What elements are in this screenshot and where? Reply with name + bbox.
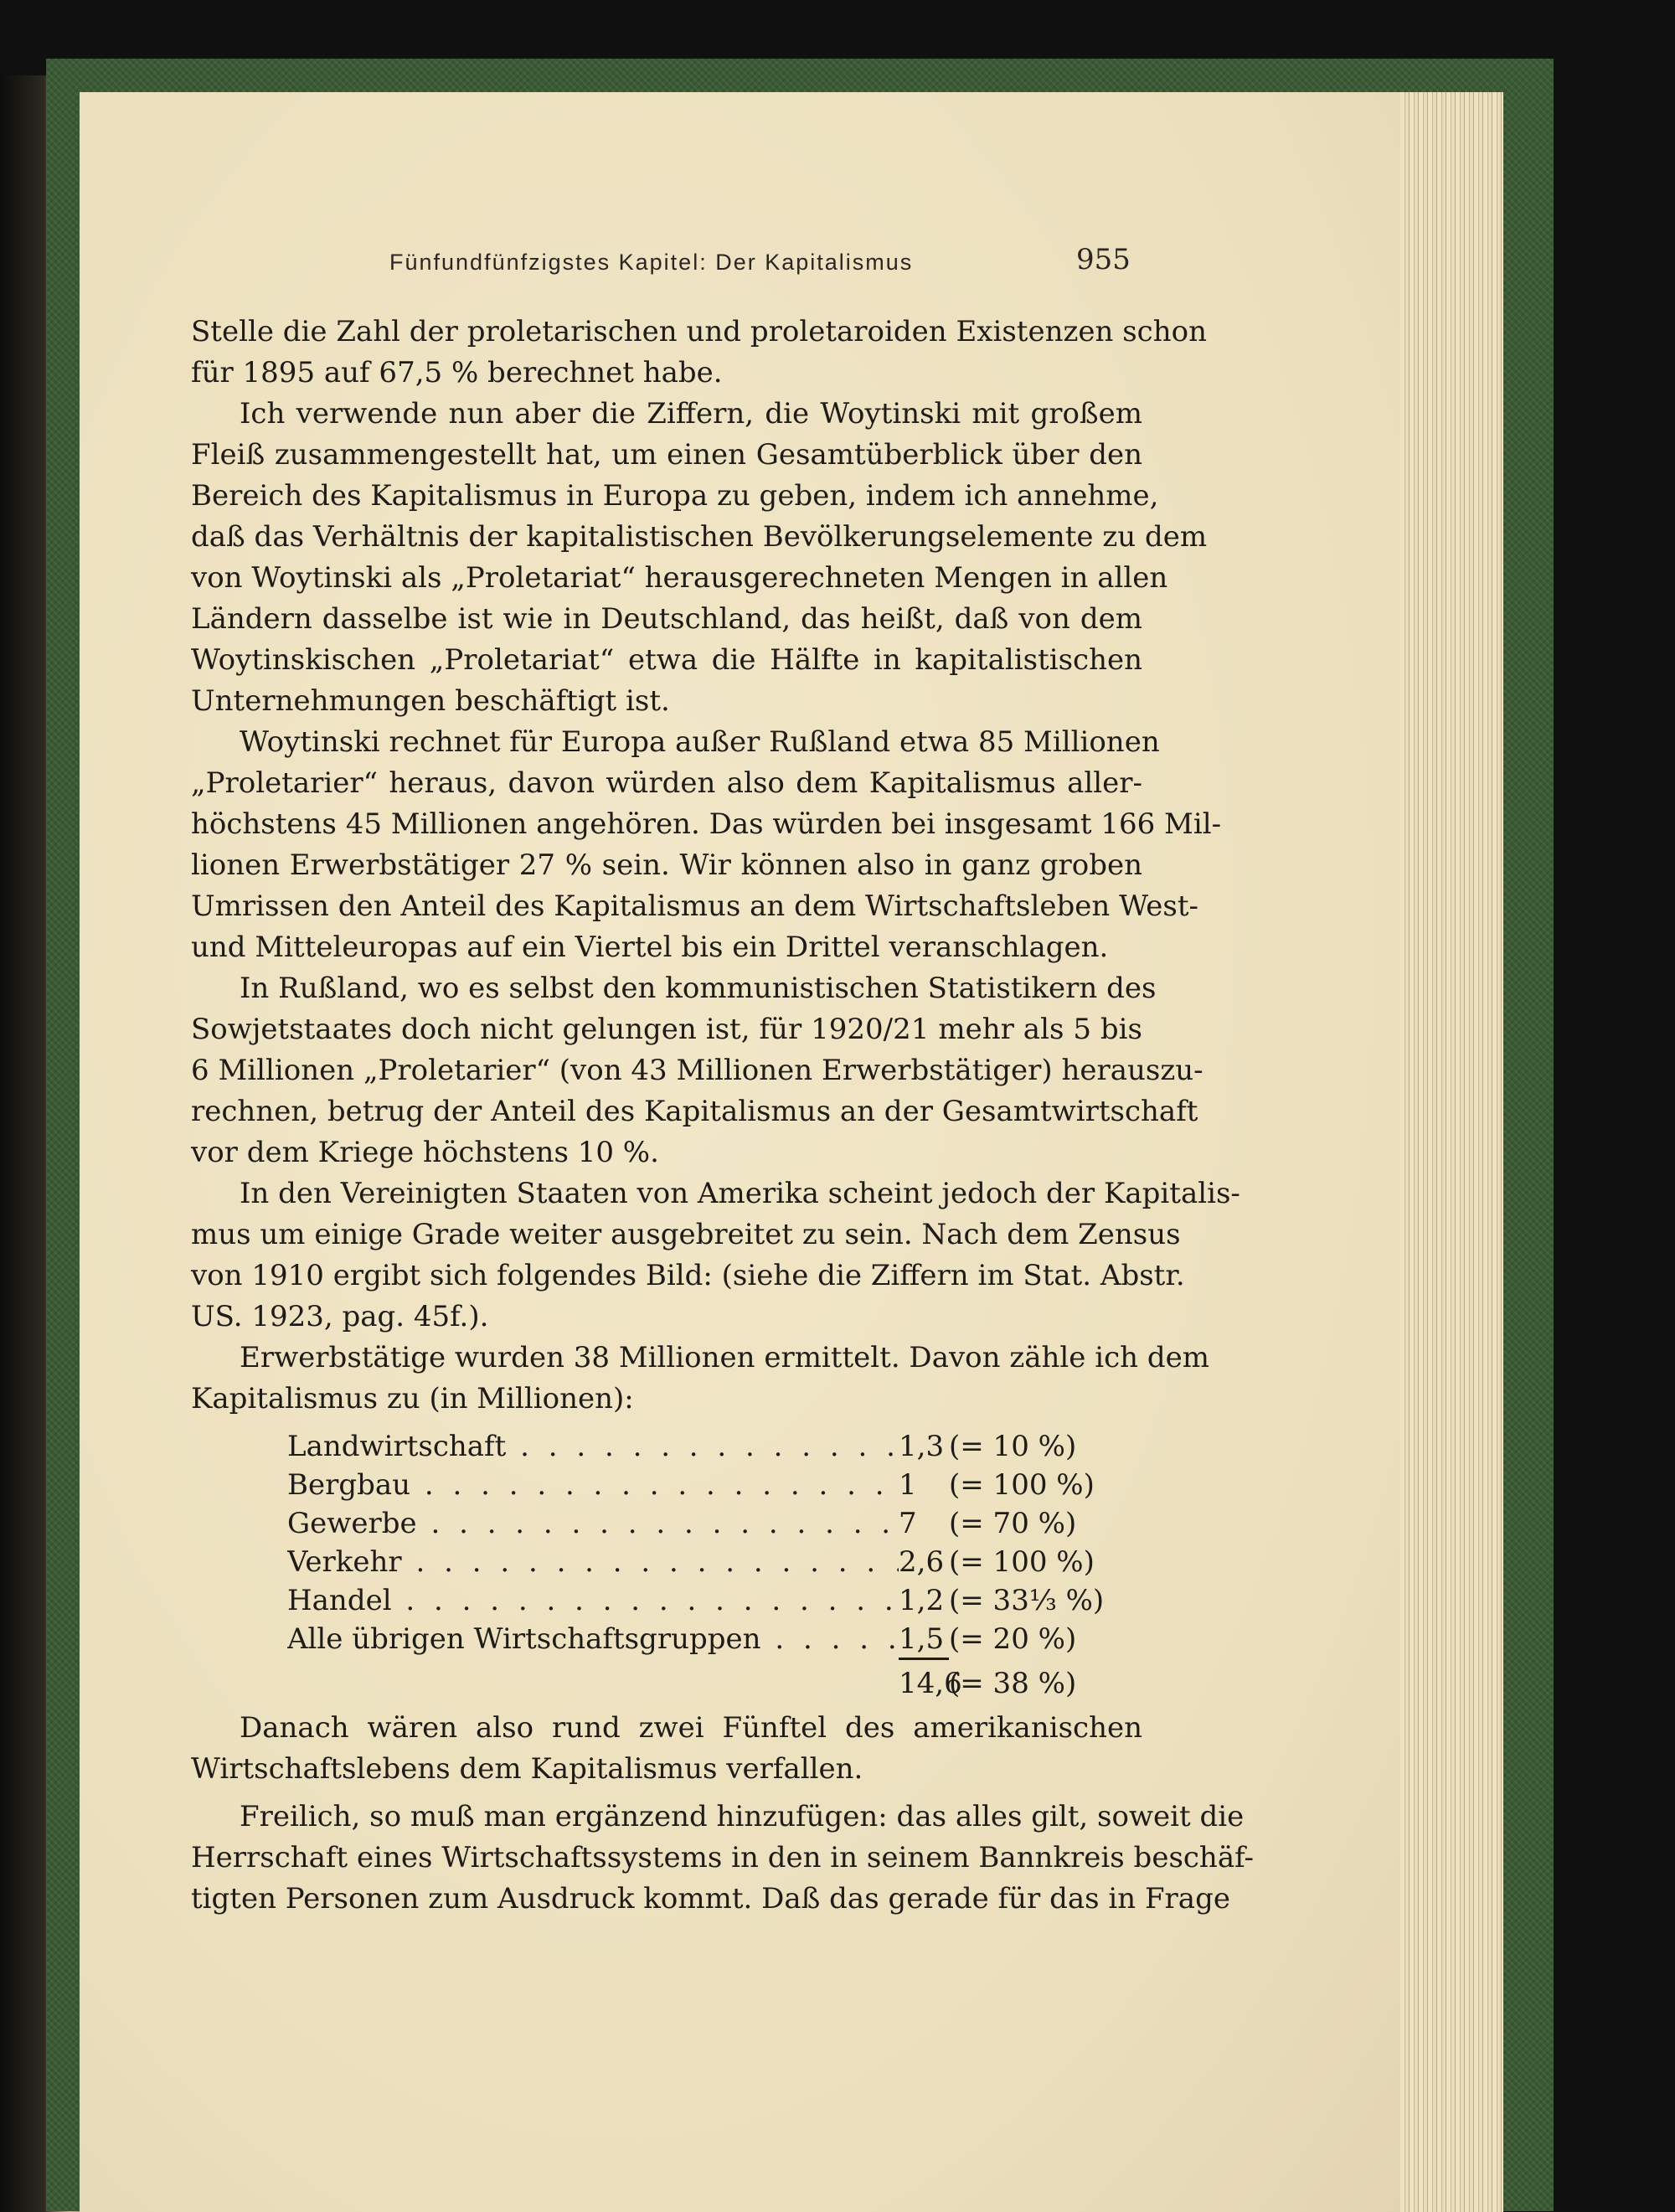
text-line: von 1910 ergibt sich folgendes Bild: (siehe die Ziffern im Stat. Abstr. (191, 1259, 1185, 1292)
table-total-row (287, 1658, 1142, 1701)
table-row (287, 1619, 1158, 1658)
page-number: 955 (1076, 243, 1131, 276)
text-line: In Rußland, wo es selbst den kommunistischen Statistikern des (240, 972, 1157, 1005)
text-line: für 1895 auf 67,5 % berechnet habe. (191, 356, 723, 389)
running-header: Fünfundfünfzigstes Kapitel: Der Kapitalismus (389, 250, 914, 275)
text-line: Umrissen den Anteil des Kapitalismus an dem Wirtschaftsleben West- (191, 889, 1198, 923)
text-line: von Woytinski als „Proletariat“ herausgerechneten Mengen in allen (191, 561, 1168, 595)
page-edges (1400, 92, 1503, 2212)
table-row (287, 1465, 1158, 1503)
total-value: 14,6 (899, 1658, 949, 1704)
text-line: mus um einige Grade weiter ausgebreitet zu sein. Nach dem Zensus (191, 1218, 1181, 1251)
text-line: daß das Verhältnis der kapitalistischen Bevölkerungselemente zu dem (191, 520, 1208, 554)
text-line: In den Vereinigten Staaten von Amerika scheint jedoch der Kapitalis- (240, 1177, 1240, 1210)
table-row (287, 1580, 1158, 1619)
total-share: (= 38 %) (949, 1667, 1077, 1700)
body-text (191, 312, 1254, 1920)
row-label: Gewerbe . . . (287, 1503, 899, 1544)
text-line: tigten Personen zum Ausdruck kommt. Daß das gerade für das in Frage (191, 1882, 1230, 1916)
text-line: Kapitalismus zu (in Millionen): (191, 1382, 634, 1415)
row-share: (= 20 %) (949, 1622, 1077, 1656)
row-value: 2,6 (899, 1545, 945, 1579)
text-line: und Mitteleuropas auf ein Viertel bis ein Drittel veranschlagen. (191, 931, 1109, 964)
text-line: Unternehmungen beschäftigt ist. (191, 684, 670, 718)
text-line: Freilich, so muß man ergänzend hinzufügen: das alles gilt, soweit die (240, 1800, 1245, 1833)
text-line: Woytinski rechnet für Europa außer Rußland etwa 85 Millionen (240, 725, 1160, 759)
table-row (287, 1426, 1158, 1465)
row-share: (= 100 %) (949, 1468, 1095, 1502)
text-line: rechnen, betrug der Anteil des Kapitalismus an der Gesamtwirtschaft (191, 1095, 1198, 1128)
text-line: Danach wären also rund zwei Fünftel des amerikanischen (240, 1711, 1142, 1745)
row-value: 7 (899, 1507, 917, 1540)
text-line: Stelle die Zahl der proletarischen und proletaroiden Existenzen schon (191, 315, 1207, 348)
row-value: 1,3 (899, 1430, 945, 1463)
row-value: 1,5 (899, 1622, 945, 1656)
text-line: lionen Erwerbstätiger 27 % sein. Wir können also in ganz groben (191, 848, 1142, 882)
table-row (287, 1503, 1158, 1542)
row-label: Handel . . . (287, 1580, 899, 1622)
table-row (287, 1542, 1158, 1580)
text-line: „Proletarier“ heraus, davon würden also dem Kapitalismus aller- (191, 766, 1142, 800)
text-line: Erwerbstätige wurden 38 Millionen ermittelt. Davon zähle ich dem (240, 1341, 1209, 1374)
text-line: 6 Millionen „Proletarier“ (von 43 Millionen Erwerbstätiger) herauszu- (191, 1054, 1203, 1087)
row-label: Bergbau . . . (287, 1465, 899, 1506)
text-line: Fleiß zusammengestellt hat, um einen Gesamtüberblick über den (191, 438, 1142, 472)
employment-table (287, 1426, 1158, 1658)
text-line: Wirtschaftslebens dem Kapitalismus verfallen. (191, 1752, 863, 1786)
row-share: (= 70 %) (949, 1507, 1077, 1540)
row-label: Landwirtschaft . . . (287, 1426, 899, 1467)
text-line: höchstens 45 Millionen angehören. Das würden bei insgesamt 166 Mil- (191, 807, 1222, 841)
text-line: Sowjetstaates doch nicht gelungen ist, für 1920/21 mehr als 5 bis (191, 1013, 1142, 1046)
text-line: Ich verwende nun aber die Ziffern, die Woytinski mit großem (240, 397, 1142, 431)
row-label: Verkehr . . . (287, 1542, 899, 1583)
row-share: (= 33⅓ %) (949, 1584, 1105, 1617)
text-line: Herrschaft eines Wirtschaftssystems in den in seinem Bannkreis beschäf- (191, 1841, 1254, 1874)
row-value: 1,2 (899, 1584, 945, 1617)
text-line: Ländern dasselbe ist wie in Deutschland, das heißt, daß von dem (191, 602, 1142, 636)
row-share: (= 10 %) (949, 1430, 1077, 1463)
row-label: Alle übrigen Wirtschaftsgruppen . . . (287, 1619, 899, 1660)
text-line: vor dem Kriege höchstens 10 %. (191, 1136, 659, 1169)
text-line: US. 1923, pag. 45f.). (191, 1300, 489, 1333)
row-share: (= 100 %) (949, 1545, 1095, 1579)
row-value: 1 (899, 1468, 917, 1502)
text-line: Bereich des Kapitalismus in Europa zu geben, indem ich annehme, (191, 479, 1159, 513)
text-line: Woytinskischen „Proletariat“ etwa die Hälfte in kapitalistischen (191, 643, 1142, 677)
